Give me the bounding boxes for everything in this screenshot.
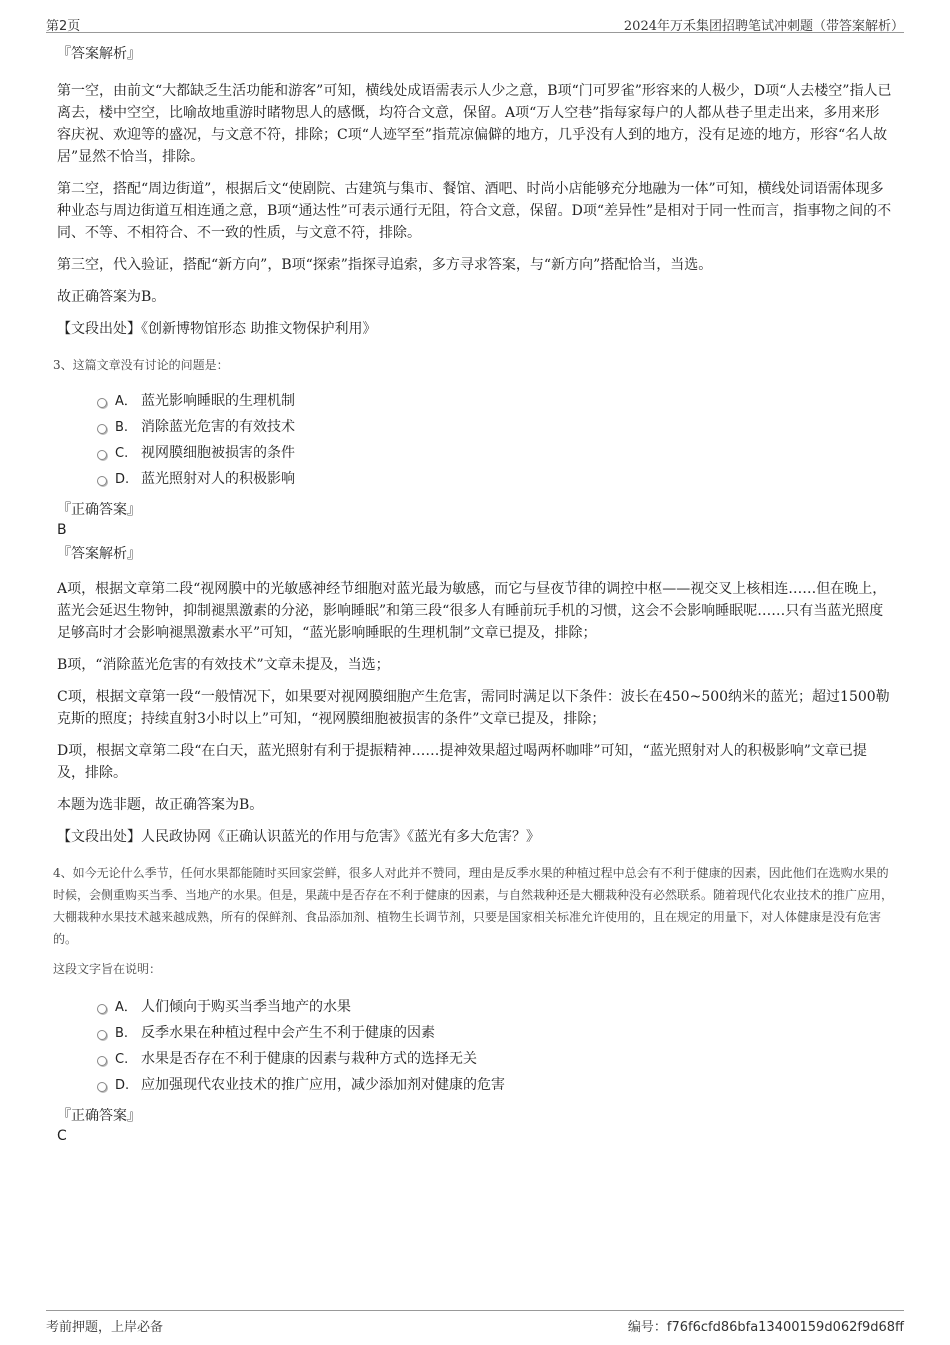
option-text: 应加强现代农业技术的推广应用，减少添加剂对健康的危害	[141, 1077, 505, 1093]
option-text: 蓝光影响睡眠的生理机制	[141, 393, 295, 409]
radio-icon[interactable]	[97, 1056, 107, 1066]
q4-answer-label: 『正确答案』	[57, 1108, 141, 1124]
q3-analysis-paragraph: B项，“消除蓝光危害的有效技术”文章未提及，当选；	[57, 657, 390, 673]
q2-analysis-paragraph: 第三空，代入验证，搭配“新方向”，B项“探索”指探寻追索，多方寻求答案，与“新方向”搭配恰当，当选。	[57, 257, 713, 273]
page-number: 第2页	[46, 19, 81, 34]
q2-analysis-paragraph: 第二空，搭配“周边街道”，根据后文“使剧院、古建筑与集市、餐馆、酒吧、时尚小店能够充分地融为一体”可知，横线处词语需体现多种业态与周边街道互相连通之意，B项“通达性”可表示通行无阻，符合文意，保留。D项“差异性”是相对于同一性而言，指事物之间的不同、不等、不相符合、不一致的性质，与文意不符，排除。	[57, 181, 892, 241]
radio-icon[interactable]	[97, 450, 107, 460]
q3-analysis-label: 『答案解析』	[57, 546, 141, 562]
option-letter: D.	[115, 1078, 130, 1093]
option-text: 消除蓝光危害的有效技术	[141, 419, 295, 435]
option-letter: A．	[115, 394, 137, 409]
document-code	[628, 1316, 904, 1335]
q3-options	[97, 388, 893, 492]
option-letter: D.	[115, 472, 130, 487]
q4-prompt: 这段文字旨在说明：	[53, 962, 162, 976]
q2-analysis-label: 『答案解析』	[57, 46, 141, 62]
document-title: 2024年万禾集团招聘笔试冲刺题（带答案解析）	[623, 19, 904, 34]
option-letter: C.	[115, 1052, 129, 1067]
option-text: 视网膜细胞被损害的条件	[141, 445, 295, 461]
q4-option-a[interactable]	[97, 994, 893, 1020]
q4-stem: 4、如今无论什么季节，任何水果都能随时买回家尝鲜，很多人对此并不赞同，理由是反季水果的种植过程中总会有不利于健康的因素，因此他们在选购水果的时候，会侧重购买当季、当地产的水果。但是，果蔬中是否存在不利于健康的因素，与自然栽种还是大棚栽种没有必然联系。随着现代化农业技术的推广应用，大棚栽种水果技术越来越成熟，所有的保鲜剂、食品添加剂、植物生长调节剂，只要是国家相关标准允许使用的，且在规定的用量下，对人体健康是没有危害的。	[53, 866, 894, 946]
option-text: 水果是否存在不利于健康的因素与栽种方式的选择无关	[141, 1051, 477, 1067]
radio-icon[interactable]	[97, 398, 107, 408]
q3-option-c[interactable]	[97, 440, 893, 466]
code-value: f76f6cfd86bfa13400159d062f9d68ff	[666, 1320, 904, 1335]
q3-analysis-paragraph: C项，根据文章第一段“一般情况下，如果要对视网膜细胞产生危害，需同时满足以下条件：波长在450~500纳米的蓝光；超过1500勒克斯的照度；持续直射3小时以上”可知，“视网膜细胞被损害的条件”文章已提及，排除；	[57, 689, 890, 727]
q3-source: 【文段出处】人民政协网《正确认识蓝光的作用与危害》《蓝光有多大危害？》	[57, 829, 540, 845]
q2-analysis-paragraph: 第一空，由前文“大都缺乏生活功能和游客”可知，横线处成语需表示人少之意，B项“门可罗雀”形容来的人极少，D项“人去楼空”指人已离去，楼中空空，比喻故地重游时睹物思人的感慨，均符合文意，保留。A项“万人空巷”指每家每户的人都从巷子里走出来，多用来形容庆祝、欢迎等的盛况，与文意不符，排除；C项“人迹罕至”指荒凉偏僻的地方，几乎没有人到的地方，没有足迹的地方，形容“名人故居”显然不恰当，排除。	[57, 83, 892, 165]
q2-conclusion: 故正确答案为B。	[57, 289, 166, 305]
q3-option-b[interactable]	[97, 414, 893, 440]
page-content	[53, 44, 894, 1150]
radio-icon[interactable]	[97, 1082, 107, 1092]
q3-analysis-paragraph: D项，根据文章第二段“在白天，蓝光照射有利于提振精神……提神效果超过喝两杯咖啡”可知，“蓝光照射对人的积极影响”文章已提及，排除。	[57, 743, 867, 781]
q3-answer-label: 『正确答案』	[57, 502, 141, 518]
code-label: 编号：	[627, 1320, 667, 1335]
q3-answer: B	[57, 522, 67, 538]
q3-analysis-paragraph: A项，根据文章第二段“视网膜中的光敏感神经节细胞对蓝光最为敏感，而它与昼夜节律的调控中枢——视交叉上核相连……但在晚上，蓝光会延迟生物钟，抑制褪黑激素的分泌，影响睡眠”和第三段“很多人有睡前玩手机的习惯，这会不会影响睡眠呢……只有当蓝光照度足够高时才会影响褪黑激素水平”可知，“蓝光影响睡眠的生理机制”文章已提及，排除；	[57, 581, 887, 641]
q4-option-c[interactable]	[97, 1046, 893, 1072]
option-letter: C.	[115, 446, 129, 461]
page-footer	[46, 1310, 904, 1335]
option-text: 反季水果在种植过程中会产生不利于健康的因素	[141, 1025, 435, 1041]
option-letter: A．	[115, 1000, 137, 1015]
option-letter: B.	[115, 420, 129, 435]
q2-source: 【文段出处】《创新博物馆形态 助推文物保护利用》	[57, 321, 377, 337]
q4-option-b[interactable]	[97, 1020, 893, 1046]
option-letter: B.	[115, 1026, 129, 1041]
radio-icon[interactable]	[97, 1030, 107, 1040]
option-text: 蓝光照射对人的积极影响	[141, 471, 295, 487]
radio-icon[interactable]	[97, 476, 107, 486]
radio-icon[interactable]	[97, 1004, 107, 1014]
footer-slogan: 考前押题，上岸必备	[46, 1320, 164, 1335]
radio-icon[interactable]	[97, 424, 107, 434]
page-header	[46, 12, 904, 33]
q3-option-a[interactable]	[97, 388, 893, 414]
q3-stem: 3、这篇文章没有讨论的问题是：	[53, 358, 229, 372]
q3-conclusion: 本题为选非题，故正确答案为B。	[57, 797, 264, 813]
option-text: 人们倾向于购买当季当地产的水果	[141, 999, 351, 1015]
q4-option-d[interactable]	[97, 1072, 893, 1098]
q3-option-d[interactable]	[97, 466, 893, 492]
q4-options	[97, 994, 893, 1098]
q4-answer: C	[57, 1128, 67, 1144]
